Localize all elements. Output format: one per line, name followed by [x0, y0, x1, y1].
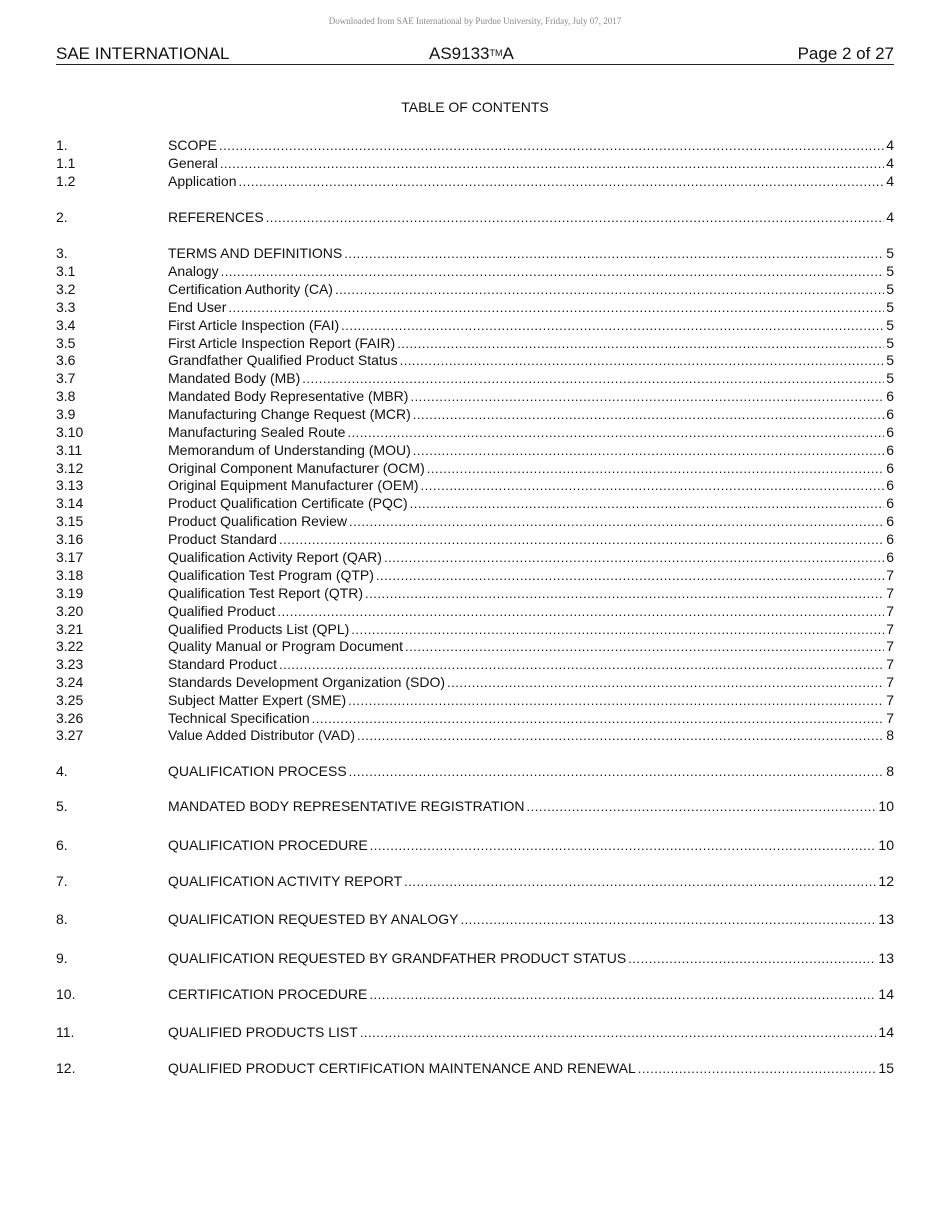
toc-entry-title: Mandated Body (MB) [168, 370, 301, 386]
toc-entry-number: 3.1 [56, 263, 76, 279]
toc-entry-number: 1. [56, 137, 68, 153]
header-page-label: Page 2 of 27 [797, 44, 894, 63]
toc-entry-page: 5 [886, 317, 894, 333]
toc-entry-title: Certification Authority (CA) [168, 281, 333, 297]
toc-leader-dots [447, 674, 884, 691]
toc-entry-number: 1.2 [56, 173, 76, 189]
toc-leader-dots [421, 477, 885, 494]
toc-entry-line [168, 727, 894, 744]
toc-leader-dots [360, 1024, 877, 1041]
toc-entry-number: 11. [56, 1024, 75, 1040]
toc-entry-line [168, 477, 894, 494]
toc-entry-title: Memorandum of Understanding (MOU) [168, 442, 411, 458]
toc-entry-title: Original Equipment Manufacturer (OEM) [168, 477, 419, 493]
toc-entry[interactable] [56, 513, 894, 530]
toc-entry-title: REFERENCES [168, 209, 264, 225]
toc-entry[interactable] [56, 674, 894, 691]
toc-entry-page: 6 [886, 424, 894, 440]
toc-entry-title: QUALIFICATION REQUESTED BY GRANDFATHER PRODUCT STATUS [168, 950, 627, 966]
toc-leader-dots [349, 763, 885, 780]
toc-leader-dots [527, 798, 877, 815]
toc-entry-page: 5 [886, 370, 894, 386]
toc-leader-dots [405, 638, 884, 655]
toc-entry-title: Qualification Activity Report (QAR) [168, 549, 382, 565]
toc-entry-number: 3.24 [56, 674, 84, 690]
toc-entry-number: 3.23 [56, 656, 84, 672]
toc-entry-title: Qualified Product [168, 603, 276, 619]
toc-entry-line [168, 209, 894, 226]
toc-entry[interactable] [56, 638, 894, 655]
toc-entry-page: 13 [878, 911, 894, 927]
toc-entry-title: SCOPE [168, 137, 218, 153]
toc-entry-line [168, 370, 894, 387]
toc-leader-dots [410, 388, 884, 405]
page-header [56, 44, 894, 65]
toc-entry-line [168, 656, 894, 673]
toc-entry-page: 12 [878, 873, 894, 889]
toc-entry-number: 3.8 [56, 388, 76, 404]
toc-leader-dots [221, 263, 885, 280]
toc-entry-number: 3.14 [56, 495, 84, 511]
toc-leader-dots [369, 986, 876, 1003]
toc-entry[interactable] [56, 798, 894, 815]
toc-entry-line [168, 245, 894, 262]
toc-entry-title: Technical Specification [168, 710, 310, 726]
toc-leader-dots [397, 335, 884, 352]
toc-entry-page: 8 [886, 763, 894, 779]
toc-entry-number: 3.26 [56, 710, 84, 726]
toc-entry-page: 6 [886, 513, 894, 529]
header-doc-revision: A [502, 44, 514, 63]
toc-entry-title: Subject Matter Expert (SME) [168, 692, 347, 708]
toc-entry-page: 5 [886, 281, 894, 297]
toc-entry-line [168, 513, 894, 530]
toc-leader-dots [302, 370, 884, 387]
toc-leader-dots [413, 442, 884, 459]
toc-entry-title: QUALIFICATION PROCEDURE [168, 837, 368, 853]
toc-entry-title: Value Added Distributor (VAD) [168, 727, 356, 743]
toc-entry-line [168, 460, 894, 477]
toc-entry-number: 4. [56, 763, 68, 779]
toc-entry-number: 9. [56, 950, 68, 966]
toc-entry-line [168, 299, 894, 316]
toc-entry-number: 3.16 [56, 531, 84, 547]
header-doc-number: AS9133 [429, 44, 490, 63]
toc-entry-title: Product Qualification Review [168, 513, 347, 529]
toc-entry-number: 3.2 [56, 281, 76, 297]
toc-entry-line [168, 710, 894, 727]
toc-entry-title: Product Qualification Certificate (PQC) [168, 495, 408, 511]
toc-entry-page: 6 [886, 442, 894, 458]
toc-entry-title: Analogy [168, 263, 219, 279]
toc-entry-number: 3.3 [56, 299, 76, 315]
toc-entry-line [168, 137, 894, 154]
toc-entry-page: 5 [886, 263, 894, 279]
toc-entry-number: 10. [56, 986, 76, 1002]
toc-entry-page: 7 [886, 692, 894, 708]
toc-entry[interactable] [56, 873, 894, 890]
toc-leader-dots [400, 352, 885, 369]
toc-entry-number: 6. [56, 837, 68, 853]
toc-entry-title: End User [168, 299, 227, 315]
toc-entry-title: Qualification Test Report (QTR) [168, 585, 364, 601]
toc-leader-dots [344, 245, 884, 262]
toc-entry-title: QUALIFICATION REQUESTED BY ANALOGY [168, 911, 459, 927]
toc-entry-number: 3.15 [56, 513, 84, 529]
toc-entry-number: 3. [56, 245, 68, 261]
toc-entry-number: 3.7 [56, 370, 76, 386]
toc-entry-title: Standards Development Organization (SDO) [168, 674, 446, 690]
toc-entry-title: General [168, 155, 218, 171]
toc-entry-number: 3.11 [56, 442, 83, 458]
toc-entry-page: 7 [886, 585, 894, 601]
toc-entry[interactable] [56, 460, 894, 477]
toc-leader-dots [370, 837, 877, 854]
toc-entry[interactable] [56, 263, 894, 280]
toc-entry-page: 6 [886, 477, 894, 493]
toc-entry[interactable] [56, 986, 894, 1003]
toc-leader-dots [638, 1060, 877, 1077]
toc-entry[interactable] [56, 549, 894, 566]
toc-entry-line [168, 567, 894, 584]
toc-entry[interactable] [56, 137, 894, 154]
toc-leader-dots [376, 567, 884, 584]
toc-leader-dots [357, 727, 884, 744]
toc-entry[interactable] [56, 950, 894, 967]
toc-entry[interactable] [56, 495, 894, 512]
toc-entry-number: 3.4 [56, 317, 76, 333]
toc-entry[interactable] [56, 911, 894, 928]
toc-entry-line [168, 263, 894, 280]
toc-leader-dots [312, 710, 885, 727]
toc-entry-title: Manufacturing Change Request (MCR) [168, 406, 411, 422]
toc-entry-line [168, 388, 894, 405]
toc-entry[interactable] [56, 621, 894, 638]
toc-entry-title: Grandfather Qualified Product Status [168, 352, 398, 368]
toc-entry[interactable] [56, 1024, 894, 1041]
toc-entry-line [168, 603, 894, 620]
toc-entry[interactable] [56, 209, 894, 226]
toc-entry-page: 14 [878, 986, 894, 1002]
toc-entry-number: 3.9 [56, 406, 76, 422]
toc-entry-line [168, 442, 894, 459]
toc-entry-title: MANDATED BODY REPRESENTATIVE REGISTRATION [168, 798, 525, 814]
toc-leader-dots [335, 281, 884, 298]
toc-entry-page: 6 [886, 406, 894, 422]
trademark-mark: TM [489, 48, 503, 58]
toc-entry-title: Quality Manual or Program Document [168, 638, 403, 654]
toc-entry[interactable] [56, 352, 894, 369]
toc-entry-number: 12. [56, 1060, 76, 1076]
toc-entry-title: QUALIFIED PRODUCTS LIST [168, 1024, 358, 1040]
toc-entry-number: 3.22 [56, 638, 84, 654]
toc-leader-dots [351, 621, 884, 638]
toc-entry-number: 7. [56, 873, 68, 889]
toc-entry-line [168, 317, 894, 334]
toc-entry-number: 3.27 [56, 727, 84, 743]
toc-leader-dots [228, 299, 884, 316]
toc-entry-line [168, 335, 894, 352]
toc-entry-line [168, 281, 894, 298]
toc-entry-page: 4 [886, 173, 894, 189]
toc-entry-line [168, 674, 894, 691]
toc-entry-title: Mandated Body Representative (MBR) [168, 388, 409, 404]
toc-entry-number: 3.6 [56, 352, 76, 368]
toc-entry-line [168, 406, 894, 423]
toc-leader-dots [460, 911, 876, 928]
header-org: SAE INTERNATIONAL [56, 44, 230, 63]
toc-entry-page: 7 [886, 674, 894, 690]
toc-entry-number: 3.10 [56, 424, 84, 440]
toc-entry[interactable] [56, 388, 894, 405]
toc-leader-dots [384, 549, 884, 566]
toc-entry[interactable] [56, 155, 894, 172]
toc-entry-line [168, 531, 894, 548]
toc-entry-page: 5 [886, 299, 894, 315]
toc-entry-title: Qualification Test Program (QTP) [168, 567, 374, 583]
toc-entry-line [168, 495, 894, 512]
toc-entry[interactable] [56, 727, 894, 744]
toc-leader-dots [347, 424, 884, 441]
toc-entry-title: QUALIFICATION PROCESS [168, 763, 347, 779]
toc-entry-page: 14 [878, 1024, 894, 1040]
toc-entry-line [168, 837, 894, 854]
toc-entry[interactable] [56, 317, 894, 334]
toc-entry-number: 3.20 [56, 603, 84, 619]
toc-entry[interactable] [56, 370, 894, 387]
toc-entry-line [168, 950, 894, 967]
toc-entry-title: Application [168, 173, 237, 189]
toc-entry-page: 10 [878, 798, 894, 814]
toc-entry-page: 7 [886, 567, 894, 583]
toc-leader-dots [413, 406, 884, 423]
toc-entry-title: First Article Inspection (FAI) [168, 317, 340, 333]
toc-leader-dots [220, 155, 884, 172]
toc-entry-line [168, 911, 894, 928]
toc-entry[interactable] [56, 837, 894, 854]
toc-entry-page: 15 [878, 1060, 894, 1076]
toc-entry-title: Manufacturing Sealed Route [168, 424, 346, 440]
toc-leader-dots [239, 173, 885, 190]
toc-entry[interactable] [56, 692, 894, 709]
toc-entry-page: 4 [886, 137, 894, 153]
toc-leader-dots [427, 460, 884, 477]
toc-leader-dots [279, 531, 884, 548]
toc-entry-title: TERMS AND DEFINITIONS [168, 245, 343, 261]
toc-entry[interactable] [56, 585, 894, 602]
toc-entry-page: 7 [886, 656, 894, 672]
toc-leader-dots [365, 585, 884, 602]
toc-entry[interactable] [56, 424, 894, 441]
download-watermark: Downloaded from SAE International by Purdue University, Friday, July 07, 2017 [328, 16, 622, 26]
toc-leader-dots [279, 656, 884, 673]
toc-entry-line [168, 692, 894, 709]
toc-entry[interactable] [56, 299, 894, 316]
toc-entry-title: CERTIFICATION PROCEDURE [168, 986, 368, 1002]
toc-entry-page: 4 [886, 155, 894, 171]
toc-entry-page: 6 [886, 549, 894, 565]
toc-entry-line [168, 585, 894, 602]
toc-entry-line [168, 621, 894, 638]
toc-entry-number: 3.18 [56, 567, 84, 583]
toc-entry-page: 4 [886, 209, 894, 225]
toc-entry-page: 7 [886, 603, 894, 619]
toc-leader-dots [277, 603, 884, 620]
toc-entry-line [168, 763, 894, 780]
toc-leader-dots [349, 513, 884, 530]
toc-entry-number: 3.17 [56, 549, 84, 565]
toc-entry-page: 7 [886, 638, 894, 654]
toc-entry-page: 7 [886, 621, 894, 637]
toc-entry-page: 5 [886, 335, 894, 351]
toc-leader-dots [348, 692, 884, 709]
toc-entry[interactable] [56, 477, 894, 494]
toc-entry-line [168, 1024, 894, 1041]
toc-entry-page: 5 [886, 245, 894, 261]
toc-entry[interactable] [56, 656, 894, 673]
toc-entry-number: 5. [56, 798, 68, 814]
toc-entry-number: 3.19 [56, 585, 84, 601]
toc-entry-page: 7 [886, 710, 894, 726]
toc-entry-page: 13 [878, 950, 894, 966]
toc-entry[interactable] [56, 281, 894, 298]
toc-entry-title: Product Standard [168, 531, 277, 547]
toc-entry-line [168, 173, 894, 190]
toc-entry-page: 6 [886, 388, 894, 404]
toc-entry-line [168, 155, 894, 172]
toc-entry-page: 6 [886, 460, 894, 476]
toc-entry-number: 3.12 [56, 460, 84, 476]
toc-entry-number: 3.25 [56, 692, 84, 708]
toc-entry-page: 6 [886, 495, 894, 511]
toc-entry-number: 3.13 [56, 477, 84, 493]
toc-entry-line [168, 873, 894, 890]
toc-entry-line [168, 1060, 894, 1077]
toc-entry-line [168, 549, 894, 566]
toc-entry-number: 8. [56, 911, 68, 927]
toc-entry-title: Qualified Products List (QPL) [168, 621, 350, 637]
toc-entry[interactable] [56, 1060, 894, 1077]
toc-entry-title: Standard Product [168, 656, 277, 672]
toc-entry[interactable] [56, 567, 894, 584]
toc-leader-dots [410, 495, 885, 512]
toc-entry-page: 5 [886, 352, 894, 368]
toc-entry-title: QUALIFIED PRODUCT CERTIFICATION MAINTENANCE AND RENEWAL [168, 1060, 636, 1076]
toc-entry-line [168, 638, 894, 655]
toc-entry[interactable] [56, 710, 894, 727]
toc-entry-number: 3.21 [56, 621, 84, 637]
toc-entry-number: 3.5 [56, 335, 76, 351]
toc-entry-page: 8 [886, 727, 894, 743]
toc-entry[interactable] [56, 763, 894, 780]
toc-entry[interactable] [56, 173, 894, 190]
toc-entry-title: QUALIFICATION ACTIVITY REPORT [168, 873, 403, 889]
toc-leader-dots [341, 317, 884, 334]
toc-entry[interactable] [56, 335, 894, 352]
toc-entry-number: 2. [56, 209, 68, 225]
toc-entry-line [168, 986, 894, 1003]
toc-entry[interactable] [56, 245, 894, 262]
toc-leader-dots [219, 137, 884, 154]
toc-entry-line [168, 798, 894, 815]
toc-entry[interactable] [56, 406, 894, 423]
toc-title: TABLE OF CONTENTS [401, 99, 549, 115]
toc-entry-line [168, 352, 894, 369]
toc-leader-dots [628, 950, 876, 967]
header-doc-id [429, 44, 514, 64]
toc-entry[interactable] [56, 531, 894, 548]
toc-entry-number: 1.1 [56, 155, 76, 171]
toc-entry[interactable] [56, 442, 894, 459]
toc-entry-line [168, 424, 894, 441]
toc-entry[interactable] [56, 603, 894, 620]
toc-entry-title: Original Component Manufacturer (OCM) [168, 460, 425, 476]
toc-entry-page: 10 [878, 837, 894, 853]
toc-leader-dots [266, 209, 885, 226]
toc-entry-page: 6 [886, 531, 894, 547]
toc-entry-title: First Article Inspection Report (FAIR) [168, 335, 396, 351]
toc-leader-dots [404, 873, 876, 890]
